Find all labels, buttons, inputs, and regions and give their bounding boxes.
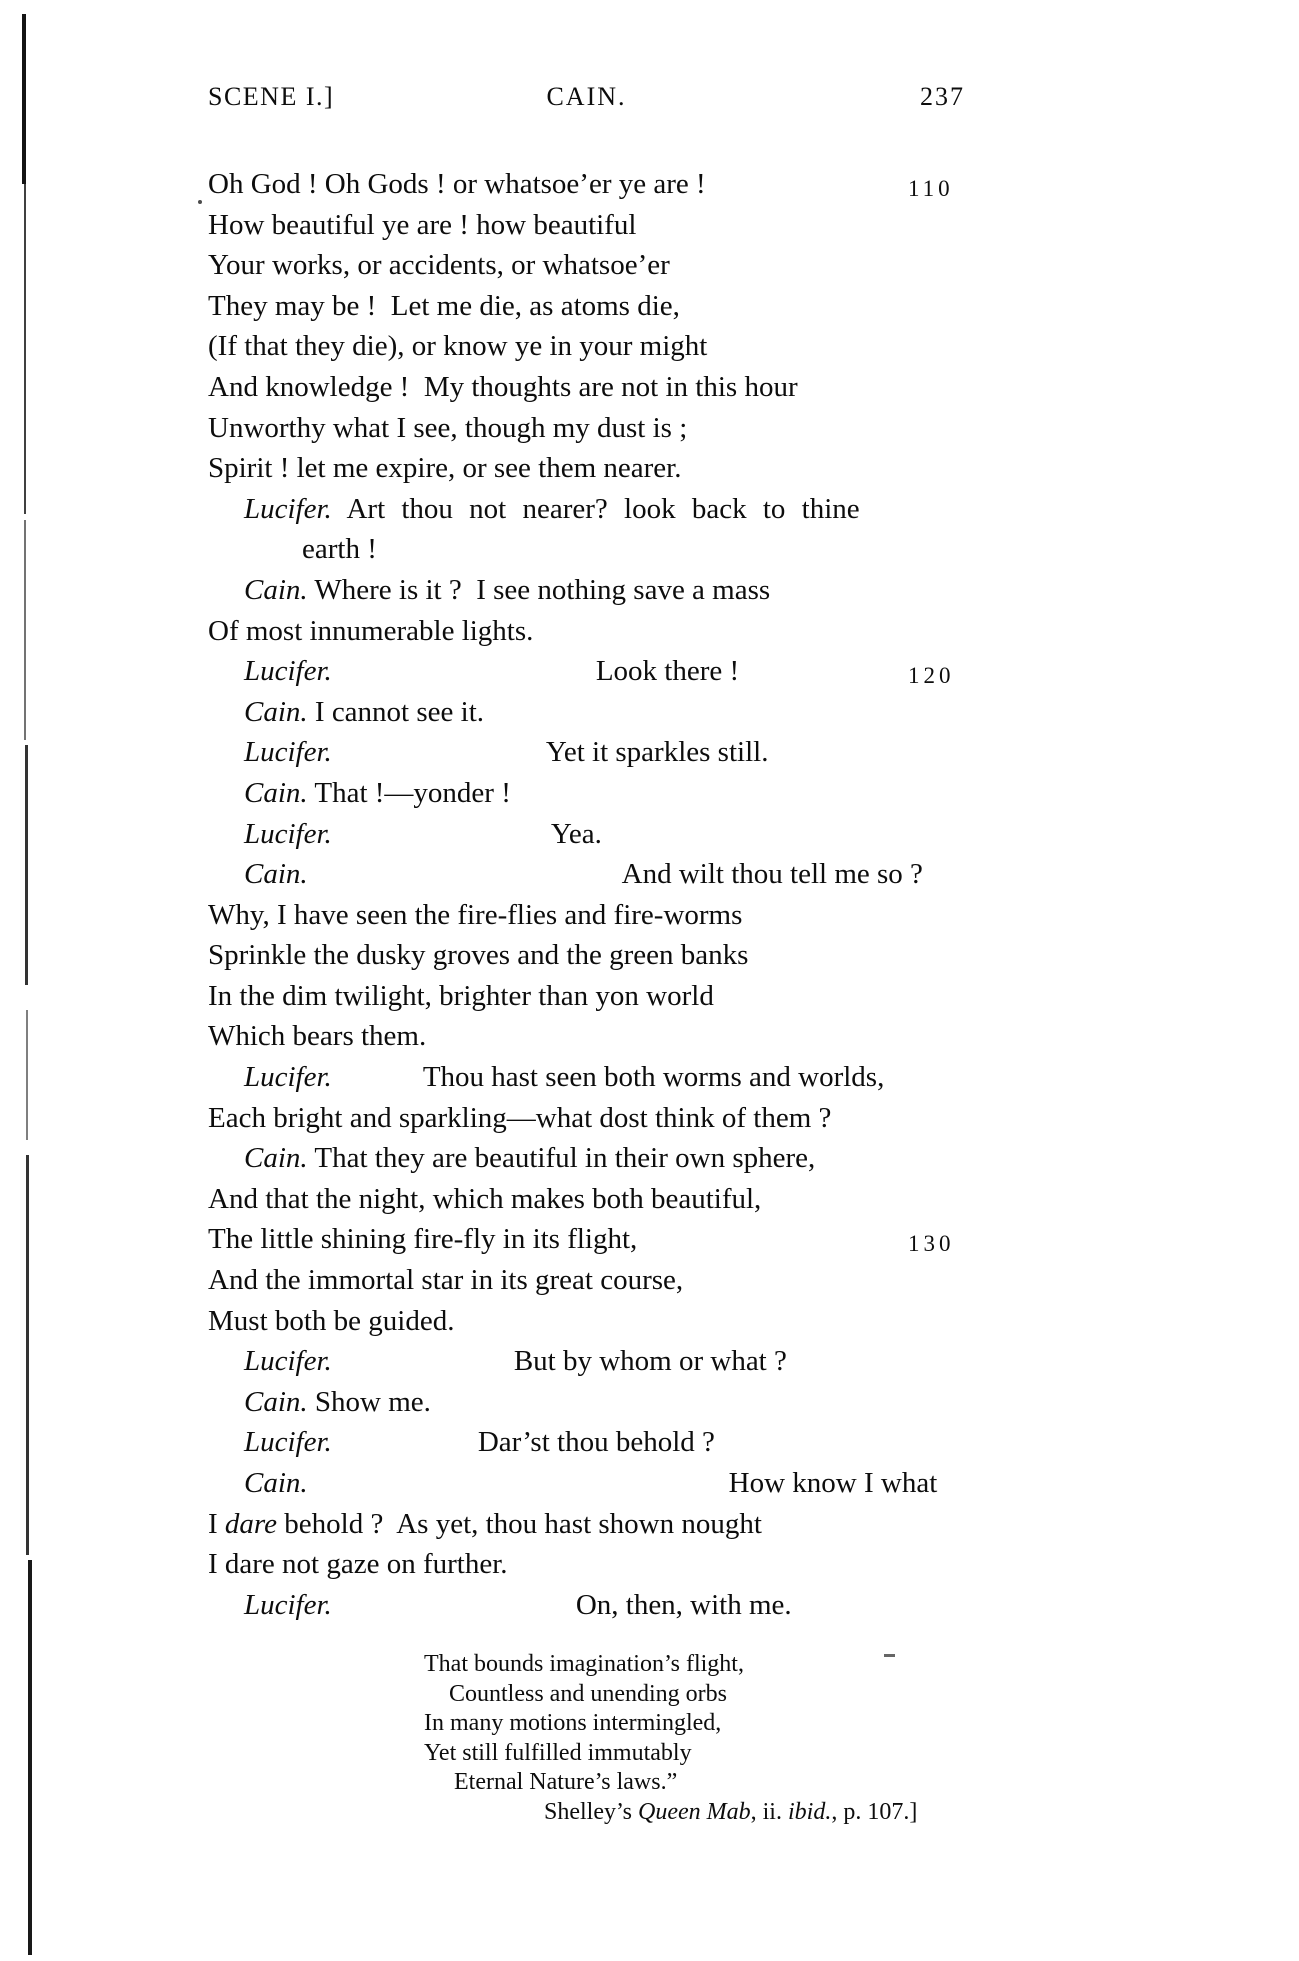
italic-text: Cain.: [244, 776, 308, 809]
verse-text: Oh God ! Oh Gods ! or whatsoe’er ye are !: [208, 168, 706, 200]
verse-line: [208, 1301, 998, 1342]
verse-text: That !—yonder !: [307, 776, 511, 809]
verse-line: [208, 895, 998, 936]
verse-text: I dare not gaze on further.: [208, 1548, 508, 1581]
italic-text: Lucifer.: [244, 817, 332, 850]
verse-line: [208, 1016, 998, 1057]
verse-text: They may be ! Let me die, as atoms die,: [208, 289, 680, 322]
italic-text: Lucifer.: [244, 1588, 332, 1621]
verse-line: [208, 1057, 998, 1098]
running-title: CAIN.: [546, 82, 627, 111]
caesura-gap: [332, 1450, 478, 1451]
italic-text: Lucifer.: [244, 655, 332, 688]
page-number: 237: [920, 82, 965, 111]
verse-text: Thou hast seen both worms and worlds,: [422, 1061, 885, 1094]
scan-edge-line: [26, 1010, 28, 1140]
verse-line: [208, 367, 998, 408]
scan-speck: [198, 200, 202, 204]
verse-line-number: 110: [908, 176, 954, 201]
verse-line: [208, 245, 998, 286]
verse-line: [208, 935, 998, 976]
verse-text: Why, I have seen the fire-flies and fire-worms: [208, 898, 743, 931]
verse-line: [208, 732, 998, 773]
verse-text: Sprinkle the dusky groves and the green banks: [208, 939, 749, 972]
verse-line: [208, 1098, 998, 1139]
caesura-gap: [332, 1613, 576, 1614]
verse-line: [208, 854, 998, 895]
verse-line: [208, 408, 998, 449]
footnote-quote-line: Countless and unending orbs: [449, 1680, 727, 1707]
verse-line-number: 130: [908, 1231, 955, 1257]
verse-line: [208, 164, 998, 205]
scan-edge-line: [28, 1560, 32, 1955]
scan-edge-line: [26, 1155, 29, 1555]
verse-line: [208, 976, 998, 1017]
verse-text: And that the night, which makes both beautiful,: [208, 1182, 762, 1215]
verse-text: I: [208, 1507, 225, 1540]
verse-line: [208, 651, 998, 692]
verse-text: In the dim twilight, brighter than yon world: [208, 979, 714, 1012]
caesura-gap: [332, 1369, 514, 1370]
verse-text: Show me.: [307, 1385, 431, 1418]
verse-line: [208, 1260, 998, 1301]
scene-label: SCENE I.]: [208, 82, 335, 111]
footnote: [424, 1650, 1044, 1827]
verse-text: Art thou not nearer? look back to thine: [331, 492, 860, 525]
italic-text: Lucifer.: [244, 1061, 332, 1094]
verse-text: Where is it ? I see nothing save a mass: [307, 573, 771, 606]
verse-text: Of most innumerable lights.: [208, 614, 534, 647]
verse-line: [208, 489, 998, 530]
verse-line: [208, 448, 998, 489]
verse-text: And wilt thou tell me so ?: [621, 858, 923, 891]
verse-text: Dar’st thou behold ?: [477, 1426, 715, 1459]
verse-text: The little shining fire-fly in its flight,: [208, 1223, 638, 1256]
verse-text: I cannot see it.: [307, 695, 485, 728]
verse-text: Your works, or accidents, or whatsoe’er: [208, 249, 670, 282]
italic-text: Cain.: [244, 1467, 308, 1499]
footnote-quote-line: Eternal Nature’s laws.”: [454, 1769, 678, 1795]
verse-text: But by whom or what ?: [513, 1345, 787, 1378]
verse-text: How know I what: [728, 1467, 938, 1499]
verse-line: [208, 286, 998, 327]
scan-edge-line: [24, 520, 26, 740]
italic-text: Cain.: [244, 1385, 308, 1418]
scan-edge-line: [25, 745, 28, 985]
verse-text: Spirit ! let me expire, or see them nearer.: [208, 452, 682, 485]
verse-text: That they are beautiful in their own sphere,: [307, 1142, 816, 1175]
verse-text: And the immortal star in its great course,: [208, 1264, 684, 1297]
verse-line: [208, 773, 998, 814]
italic-text: Queen Mab: [638, 1798, 751, 1825]
italic-text: ibid.: [787, 1798, 832, 1825]
verse-text: Unworthy what I see, though my dust is ;: [208, 411, 688, 444]
verse-text: earth !: [302, 533, 377, 566]
verse-line: [208, 529, 998, 570]
verse-text: Shelley’s: [544, 1798, 638, 1825]
caesura-gap: [308, 882, 622, 883]
italic-text: Cain.: [244, 858, 308, 891]
verse-line: [208, 1585, 998, 1626]
italic-text: dare: [224, 1507, 278, 1540]
verse-text: behold ? As yet, thou hast shown nought: [277, 1507, 762, 1540]
caesura-gap: [332, 679, 596, 680]
verse-line: [208, 814, 998, 855]
caesura-gap: [332, 1085, 423, 1086]
verse-line: [208, 570, 998, 611]
footnote-quote-line: That bounds imagination’s flight,: [424, 1651, 744, 1677]
running-header: [208, 82, 965, 112]
verse-text: , p. 107.]: [831, 1798, 918, 1825]
verse-line: [208, 1544, 998, 1585]
scan-edge-line: [22, 14, 26, 184]
verse-line: [208, 1422, 998, 1463]
verse-text: Yea.: [550, 817, 602, 850]
verse-line: [208, 1341, 998, 1382]
verse-text: How beautiful ye are ! how beautiful: [208, 208, 637, 241]
verse-body: [208, 164, 998, 1625]
verse-text: Look there !: [595, 655, 740, 688]
verse-line: [208, 1382, 998, 1423]
verse-line: [208, 1463, 998, 1504]
italic-text: Cain.: [244, 573, 308, 606]
verse-line: [208, 1179, 998, 1220]
verse-text: Each bright and sparkling—what dost think of them ?: [208, 1101, 832, 1134]
verse-line: [208, 326, 998, 367]
verse-text: , ii.: [750, 1798, 788, 1825]
caesura-gap: [332, 760, 546, 761]
verse-text: (If that they die), or know ye in your might: [208, 330, 708, 363]
footnote-quote-line: Yet still fulfilled immutably: [424, 1739, 692, 1766]
footnote-quote-line: In many motions intermingled,: [424, 1710, 722, 1736]
verse-text: Which bears them.: [208, 1020, 427, 1053]
verse-line-number: 120: [908, 663, 955, 689]
verse-text: On, then, with me.: [575, 1588, 792, 1621]
verse-line: [208, 1219, 998, 1260]
verse-line: [208, 692, 998, 733]
verse-line: [208, 1138, 998, 1179]
italic-text: Lucifer.: [244, 1345, 332, 1378]
caesura-gap: [308, 1491, 729, 1492]
verse-line: [208, 611, 998, 652]
verse-text: Yet it sparkles still.: [545, 736, 769, 769]
italic-text: Cain.: [244, 695, 308, 728]
italic-text: Lucifer.: [244, 1426, 332, 1459]
verse-line: [208, 205, 998, 246]
verse-line: [208, 1504, 998, 1545]
verse-text: And knowledge ! My thoughts are not in this hour: [208, 370, 798, 403]
scan-edge-line: [24, 184, 26, 514]
caesura-gap: [332, 842, 551, 843]
italic-text: Lucifer.: [244, 736, 332, 769]
footnote-attribution: [544, 1798, 1044, 1828]
italic-text: Cain.: [244, 1142, 308, 1175]
verse-text: Must both be guided.: [208, 1304, 455, 1337]
italic-text: Lucifer.: [244, 492, 332, 525]
